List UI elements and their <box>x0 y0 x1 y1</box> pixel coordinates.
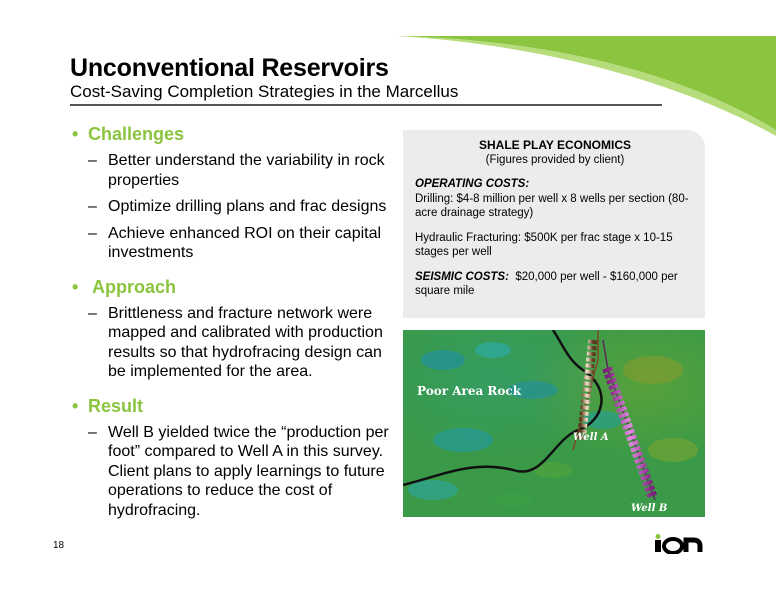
seismic-map-graphic <box>403 330 705 517</box>
drilling-cost-text: Drilling: $4-8 million per well x 8 wells per section (80-acre drainage strategy) <box>415 192 689 219</box>
list-item: – Optimize drilling plans and frac designs <box>88 198 387 215</box>
economics-title: SHALE PLAY ECONOMICS <box>478 138 632 152</box>
list-item: – Well B yielded twice the “production per foot” compared to Well A in this survey. Client plans to apply learnings to future operations to reduce the cost of hydrofracing. <box>88 423 389 519</box>
ion-logo <box>655 534 707 554</box>
well-a-label: Well A <box>573 432 609 443</box>
well-b-label: Well B <box>631 503 668 514</box>
corner-swoosh-decoration <box>376 0 776 140</box>
frac-cost-text: Hydraulic Fracturing: $500K per frac stage x 10-15 stages per well <box>415 231 673 258</box>
section-heading-approach: • Approach <box>72 276 177 297</box>
area-label: Poor Area Rock <box>417 384 522 398</box>
title-divider <box>70 104 662 106</box>
economics-box <box>403 130 705 318</box>
section-heading-challenges: • Challenges <box>72 124 185 144</box>
list-item: – Achieve enhanced ROI on their capital investments <box>88 224 382 261</box>
seismic-map-image <box>403 330 705 517</box>
section-heading-result: • Result <box>72 395 144 416</box>
bullet-list <box>72 124 392 527</box>
page-title: Unconventional Reservoirs <box>70 54 389 82</box>
economics-subtitle: (Figures provided by client) <box>485 153 625 166</box>
operating-costs-label: OPERATING COSTS: <box>415 178 530 190</box>
seismic-cost-text: SEISMIC COSTS: $20,000 per well - $160,000 per square mile <box>415 270 678 297</box>
page-subtitle: Cost-Saving Completion Strategies in the Marcellus <box>70 82 459 101</box>
page-number: 18 <box>53 540 65 551</box>
list-item: – Brittleness and fracture network were mapped and calibrated with production results so that hydrofracing design can be implemented for the area. <box>88 304 383 380</box>
list-item: – Better understand the variability in rock properties <box>88 152 385 189</box>
